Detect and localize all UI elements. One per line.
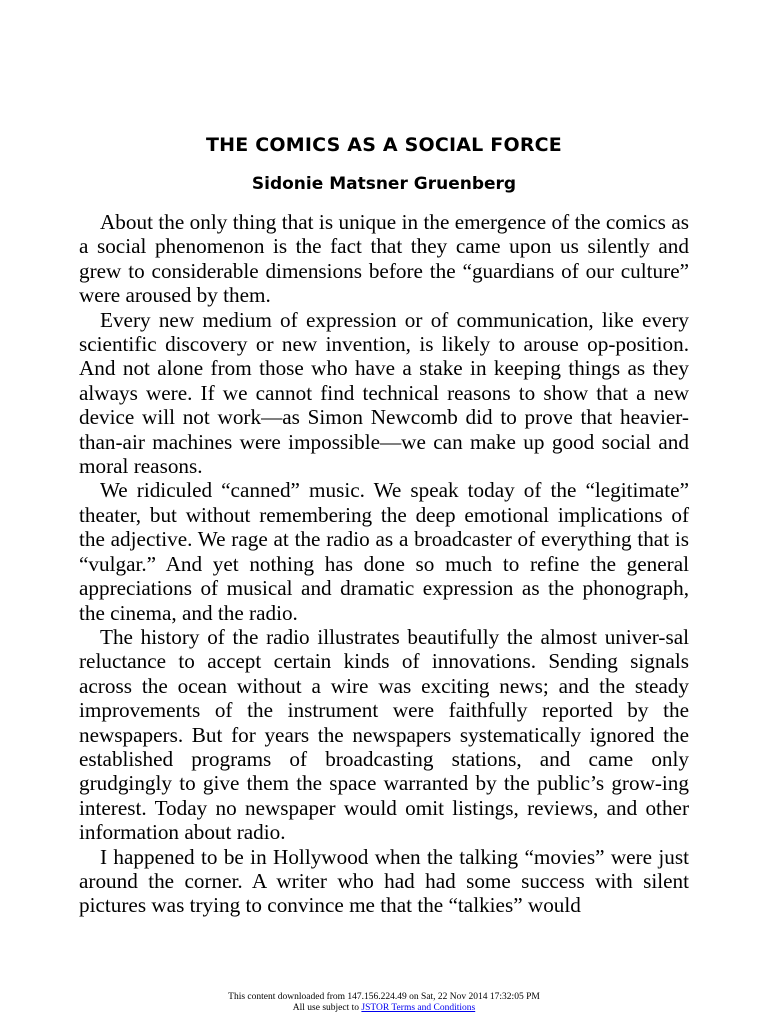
paragraph-4: The history of the radio illustrates beautifully the almost univer-sal reluctance to accept certain kinds of innovations. Sending signals across the ocean without a wire was exciting news; and the steady improvements of the instrument were faithfully reported by the newspapers. But for years the newspapers systematically ignored the established programs of broadcasting stations, and came only grudgingly to give them the space warranted by the public’s grow-ing interest. Today no newspaper would omit listings, reviews, and other information about radio. — [79, 624, 689, 845]
article-author: Sidonie Matsner Gruenberg — [251, 174, 517, 194]
download-footer — [0, 992, 768, 1014]
terms-prefix: All use subject to — [292, 1003, 362, 1013]
terms-line — [0, 1003, 768, 1014]
paragraph-1: About the only thing that is unique in the emergence of the comics as a social phenomenon is the fact that they came upon us silently and grew to considerable dimensions before the “guardians of our culture” were aroused by them. — [79, 210, 689, 308]
download-info: This content downloaded from 147.156.224.49 on Sat, 22 Nov 2014 17:32:05 PM — [228, 992, 540, 1002]
paragraph-3: We ridiculed “canned” music. We speak today of the “legitimate” theater, but without remembering the deep emotional implications of the adjective. We rage at the radio as a broadcaster of everything that is “vulgar.” And yet nothing has done so much to refine the general appreciations of musical and dramatic expression as the phonograph, the cinema, and the radio. — [79, 478, 689, 625]
article-title: THE COMICS AS A SOCIAL FORCE — [205, 134, 562, 156]
paragraph-2: Every new medium of expression or of communication, like every scientific discovery or new invention, is likely to arouse op-position. And not alone from those who have a stake in keeping things as they always were. If we cannot find technical reasons to show that a new device will not work—as Simon Newcomb did to prove that heavier-than-air machines were impossible—we can make up good social and moral reasons. — [79, 307, 689, 479]
article-body — [79, 210, 689, 918]
terms-link[interactable]: JSTOR Terms and Conditions — [361, 1003, 476, 1013]
paragraph-5: I happened to be in Hollywood when the talking “movies” were just around the corner. A writer who had had some success with silent pictures was trying to convince me that the “talkies” would — [79, 844, 689, 918]
